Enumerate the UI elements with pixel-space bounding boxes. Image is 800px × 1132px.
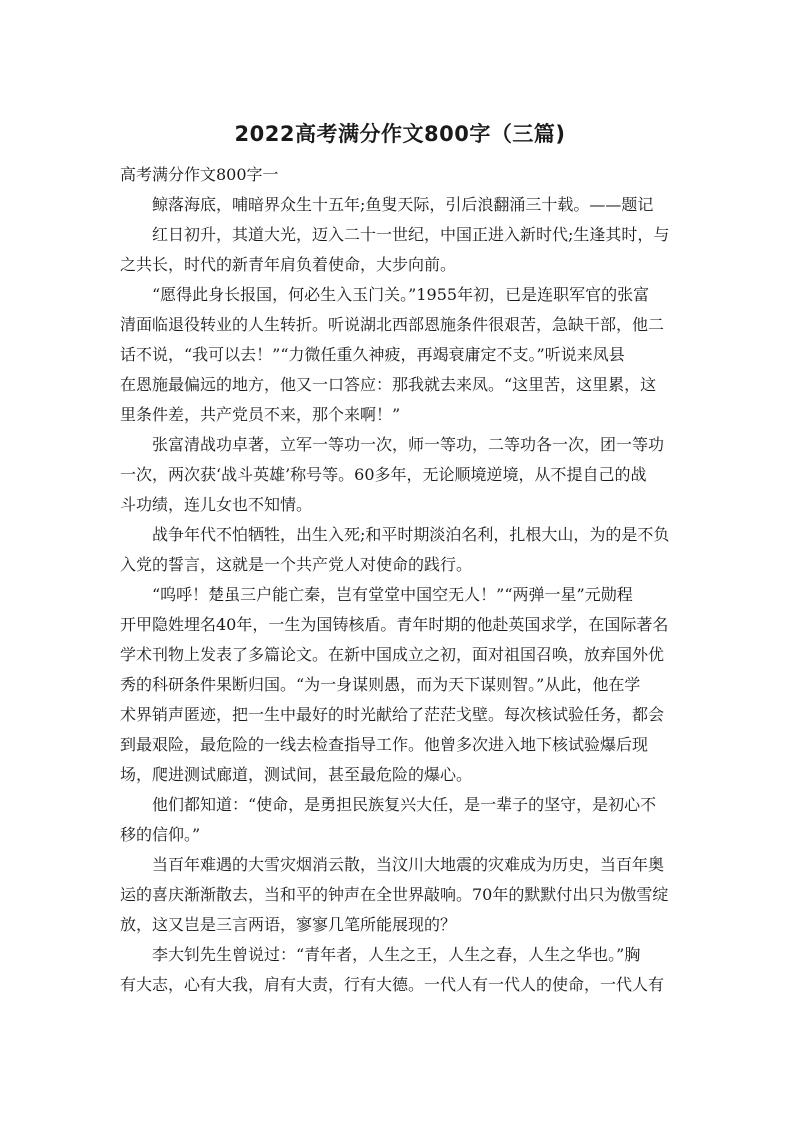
paragraph-line: 在恩施最偏远的地方，他又一口答应：那我就去来凤。“这里苦，这里累，这: [120, 375, 657, 394]
paragraph: [120, 790, 680, 850]
paragraph-line: 清面临退役转业的人生转折。听说湖北西部恩施条件很艰苦，急缺干部，他二: [120, 315, 665, 334]
paragraph: [120, 520, 680, 580]
paragraph: [120, 580, 680, 790]
paragraph-line: 场，爬进测试廊道，测试间，甚至最危险的爆心。: [120, 765, 473, 784]
paragraph: [120, 430, 680, 520]
paragraph-line: 他们都知道：“使命，是勇担民族复兴大任，是一辈子的坚守，是初心不: [152, 795, 657, 814]
paragraph-line: 当百年难遇的大雪灾烟消云散，当汶川大地震的灾难成为历史，当百年奥: [152, 855, 665, 874]
document-title: 2022高考满分作文800字（三篇): [234, 122, 566, 146]
paragraph-line: 秀的科研条件果断归国。“为一身谋则愚，而为天下谋则智。”从此，他在学: [120, 675, 641, 694]
paragraph-line: 到最艰险，最危险的一线去检查指导工作。他曾多次进入地下核试验爆后现: [120, 735, 649, 754]
paragraph-line: 战争年代不怕牺牲，出生入死;和平时期淡泊名利，扎根大山，为的是不负: [152, 525, 670, 544]
paragraph-line: “呜呼！楚虽三户能亡秦，岂有堂堂中国空无人！”“两弹一星”元勋程: [152, 585, 633, 604]
paragraph-line: 斗功绩，连儿女也不知情。: [120, 495, 313, 514]
paragraph-line: 放，这又岂是三言两语，寥寥几笔所能展现的？: [120, 915, 457, 934]
paragraph-line: 学术刊物上发表了多篇论文。在新中国成立之初，面对祖国召唤，放弃国外优: [120, 645, 665, 664]
paragraph: [120, 940, 680, 1000]
document-subtitle: 高考满分作文800字一: [120, 165, 279, 184]
paragraph: [120, 220, 680, 280]
paragraph: [120, 850, 680, 940]
document-page: [120, 118, 680, 1000]
document-body: [120, 190, 680, 1000]
paragraph: [120, 190, 680, 220]
paragraph-line: 红日初升，其道大光，迈入二十一世纪，中国正进入新时代;生逢其时，与: [152, 225, 670, 244]
paragraph-line: 里条件差，共产党员不来，那个来啊！”: [120, 405, 401, 424]
paragraph-line: 话不说，“我可以去！”“力微任重久神疲，再竭衰庸定不支。”听说来凤县: [120, 345, 625, 364]
paragraph-line: 运的喜庆渐渐散去，当和平的钟声在全世界敲响。70年的默默付出只为傲雪绽: [120, 885, 669, 904]
paragraph-line: 术界销声匿迹，把一生中最好的时光献给了茫茫戈壁。每次核试验任务，都会: [120, 705, 665, 724]
paragraph-line: 李大钊先生曾说过：“青年者，人生之王，人生之春，人生之华也。”胸: [152, 945, 641, 964]
paragraph: [120, 280, 680, 430]
paragraph-line: 移的信仰。”: [120, 825, 201, 844]
paragraph-line: 开甲隐姓埋名40年，一生为国铸核盾。青年时期的他赴英国求学，在国际著名: [120, 615, 669, 634]
paragraph-line: 有大志，心有大我，肩有大责，行有大德。一代人有一代人的使命，一代人有: [120, 975, 665, 994]
paragraph-line: 鲸落海底，哺暗界众生十五年;鱼叟天际，引后浪翻涌三十载。——题记: [152, 195, 654, 214]
paragraph-line: 一次，两次获‘战斗英雄’称号等。60多年，无论顺境逆境，从不提自己的战: [120, 465, 647, 484]
paragraph-line: 入党的誓言，这就是一个共产党人对使命的践行。: [120, 555, 473, 574]
paragraph-line: 张富清战功卓著，立军一等功一次，师一等功，二等功各一次，团一等功: [152, 435, 665, 454]
paragraph-line: “愿得此身长报国，何必生入玉门关。”1955年初，已是连职军官的张富: [152, 285, 650, 304]
paragraph-line: 之共长，时代的新青年肩负着使命，大步向前。: [120, 255, 457, 274]
